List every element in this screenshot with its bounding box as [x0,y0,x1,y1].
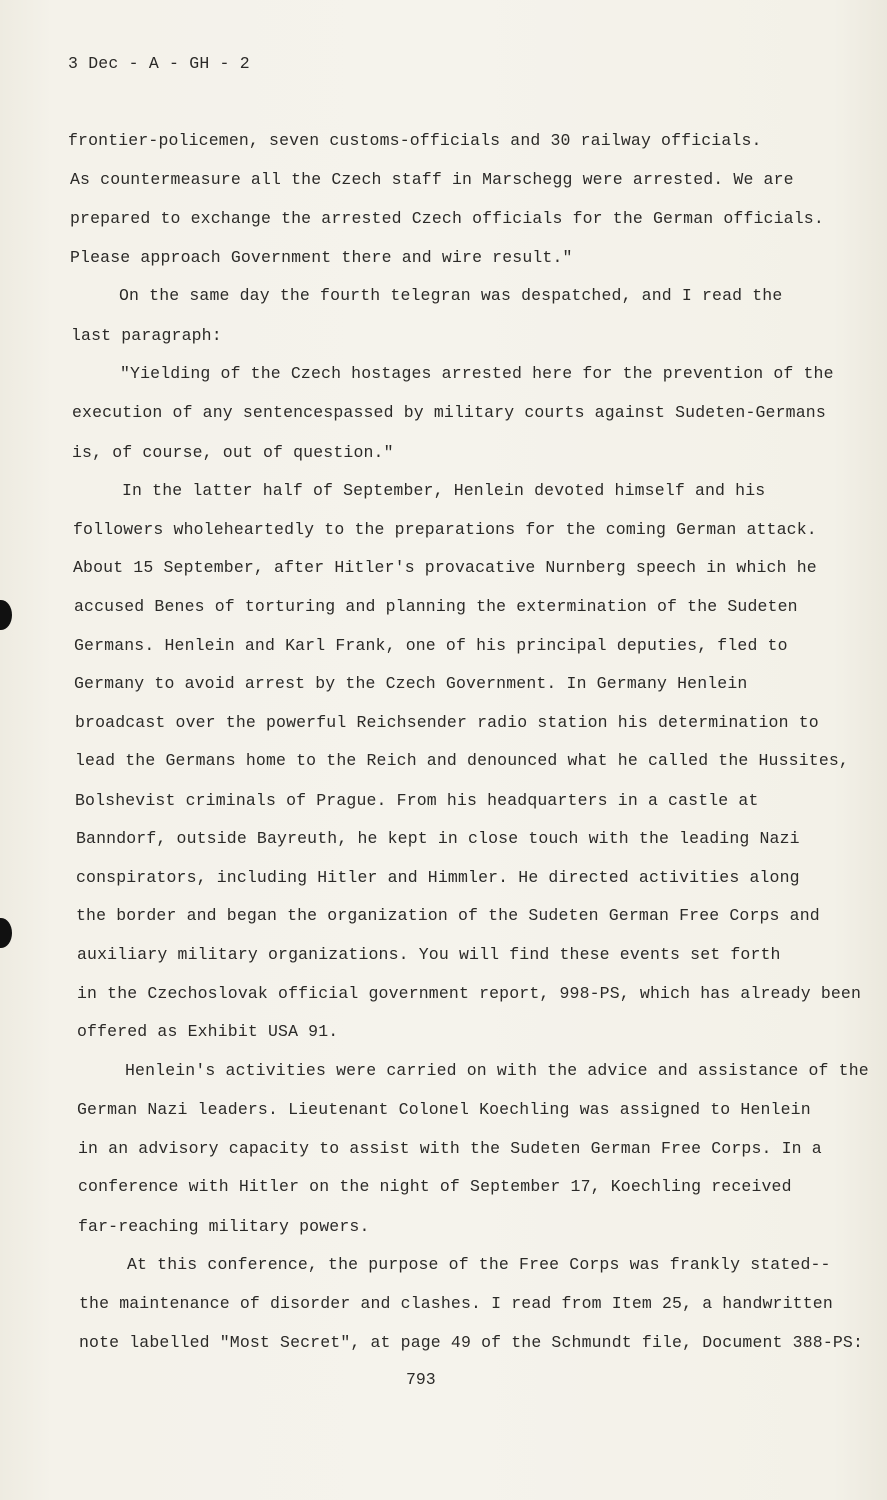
text-line: execution of any sentencespassed by military courts against Sudeten-Germans [72,403,826,422]
text-line: At this conference, the purpose of the Free Corps was frankly stated-- [127,1255,831,1274]
text-line: broadcast over the powerful Reichsender radio station his determination to [75,713,819,732]
text-line: Banndorf, outside Bayreuth, he kept in close touch with the leading Nazi [76,829,800,848]
document-header: 3 Dec - A - GH - 2 [68,54,250,73]
page-number: 793 [406,1370,436,1389]
text-line: "Yielding of the Czech hostages arrested here for the prevention of the [120,364,834,383]
text-line: accused Benes of torturing and planning the extermination of the Sudeten [74,597,798,616]
text-line: the border and began the organization of the Sudeten German Free Corps and [76,906,820,925]
text-line: is, of course, out of question." [72,443,394,462]
text-line: Germany to avoid arrest by the Czech Government. In Germany Henlein [74,674,748,693]
text-line: note labelled "Most Secret", at page 49 of the Schmundt file, Document 388-PS: [79,1333,864,1352]
text-line: lead the Germans home to the Reich and denounced what he called the Hussites, [75,751,849,770]
text-line: frontier-policemen, seven customs-officials and 30 railway officials. [68,131,762,150]
text-line: last paragraph: [71,326,222,345]
text-line: in the Czechoslovak official government report, 998-PS, which has already been [77,984,862,1003]
text-line: Please approach Government there and wire result." [70,248,573,267]
text-line: On the same day the fourth telegran was despatched, and I read the [119,286,783,305]
text-line: About 15 September, after Hitler's provacative Nurnberg speech in which he [73,558,817,577]
text-line: As countermeasure all the Czech staff in Marschegg were arrested. We are [70,170,794,189]
text-line: Henlein's activities were carried on with the advice and assistance of the [125,1061,869,1080]
text-line: auxiliary military organizations. You will find these events set forth [77,945,781,964]
binder-hole-bottom [0,918,12,948]
text-line: Germans. Henlein and Karl Frank, one of his principal deputies, fled to [74,636,788,655]
text-line: offered as Exhibit USA 91. [77,1022,339,1041]
text-line: in an advisory capacity to assist with the Sudeten German Free Corps. In a [78,1139,822,1158]
text-line: far-reaching military powers. [78,1217,370,1236]
text-line: the maintenance of disorder and clashes. I read from Item 25, a handwritten [79,1294,833,1313]
text-line: followers wholeheartedly to the preparations for the coming German attack. [73,520,817,539]
text-line: Bolshevist criminals of Prague. From his headquarters in a castle at [75,791,759,810]
binder-hole-top [0,600,12,630]
text-line: prepared to exchange the arrested Czech officials for the German officials. [70,209,824,228]
text-line: conference with Hitler on the night of September 17, Koechling received [78,1177,792,1196]
text-line: German Nazi leaders. Lieutenant Colonel Koechling was assigned to Henlein [77,1100,811,1119]
text-line: In the latter half of September, Henlein devoted himself and his [122,481,766,500]
text-line: conspirators, including Hitler and Himmler. He directed activities along [76,868,800,887]
